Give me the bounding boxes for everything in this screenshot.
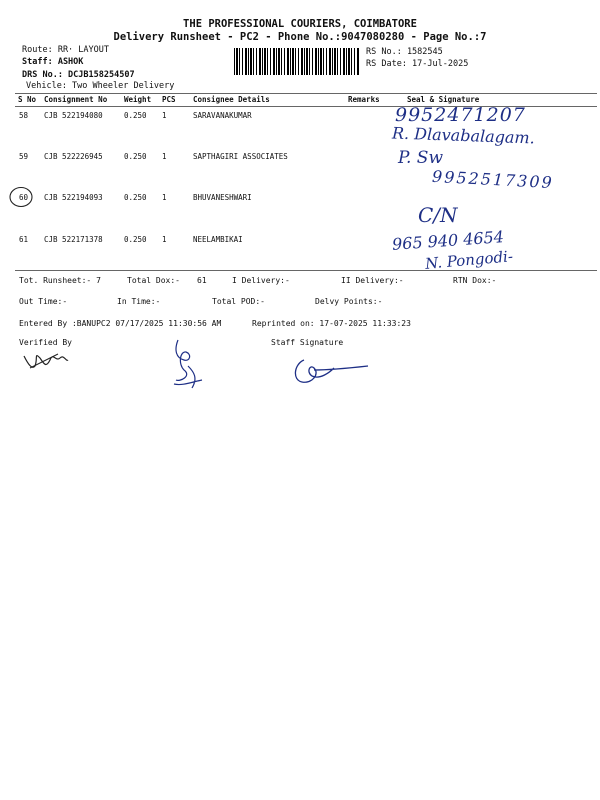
row-consignee: SAPTHAGIRI ASSOCIATES (193, 152, 288, 161)
verified-by-label: Verified By (19, 338, 72, 347)
col-pcs: PCS (162, 95, 176, 104)
runsheet-title: Delivery Runsheet - PC2 - Phone No.:9047080280 - Page No.:7 (113, 31, 487, 43)
col-sno: S No (18, 95, 37, 104)
tot-runsheet: Tot. Runsheet:- 7 (19, 276, 101, 285)
entered-by: Entered By :BANUPC2 07/17/2025 11:30:56 AM (19, 319, 222, 328)
handwritten-signature: C/N (418, 203, 458, 227)
verified-signature (20, 344, 70, 374)
row-pcs: 1 (162, 193, 167, 202)
staff-label: Staff: ASHOK (22, 57, 84, 67)
col-consignee: Consignee Details (193, 95, 270, 104)
row-consignment: CJB 522226945 (44, 152, 103, 161)
row-circle-mark (7, 185, 35, 209)
row-consignee: SARAVANAKUMAR (193, 111, 252, 120)
row-consignment: CJB 522194093 (44, 193, 103, 202)
row-consignee: NEELAMBIKAI (193, 235, 243, 244)
row-weight: 0.250 (124, 235, 147, 244)
row-pcs: 1 (162, 152, 167, 161)
handwritten-name: N. Pongodi- (424, 247, 514, 273)
handwritten-phone: 965 940 4654 (391, 227, 505, 254)
initial-signature (168, 336, 210, 392)
col-remarks: Remarks (348, 95, 380, 104)
row-consignee: BHUVANESHWARI (193, 193, 252, 202)
row-sno: 60 (19, 193, 29, 202)
staff-signature (290, 352, 370, 390)
row-weight: 0.250 (124, 193, 147, 202)
i-delivery: I Delivery:- (232, 276, 290, 285)
handwritten-phone: 9952517309 (431, 166, 555, 193)
row-weight: 0.250 (124, 111, 147, 120)
route-label: Route: RR· LAYOUT (22, 45, 109, 55)
vehicle-label: Vehicle: Two Wheeler Delivery (26, 81, 175, 91)
barcode (234, 48, 360, 75)
header-top-rule (15, 93, 597, 94)
handwritten-phone: 9952471207 (395, 104, 526, 126)
rtn-dox: RTN Dox:- (453, 276, 497, 285)
handwritten-name: R. Dlavabalagam. (391, 123, 536, 148)
totals-rule (15, 270, 597, 271)
handwritten-signature: P. Sw (398, 148, 443, 168)
staff-signature-label: Staff Signature (271, 338, 344, 347)
row-pcs: 1 (162, 235, 167, 244)
out-time: Out Time:- (19, 297, 68, 306)
col-weight: Weight (124, 95, 152, 104)
ii-delivery: II Delivery:- (341, 276, 404, 285)
row-sno: 58 (19, 111, 29, 120)
rs-date: RS Date: 17-Jul-2025 (366, 59, 469, 69)
total-dox: Total Dox:- (127, 276, 180, 285)
in-time: In Time:- (117, 297, 161, 306)
col-consignment: Consignment No (44, 95, 108, 104)
row-consignment: CJB 522194080 (44, 111, 103, 120)
total-dox-value: 61 (197, 276, 207, 285)
reprinted-on: Reprinted on: 17-07-2025 11:33:23 (252, 319, 411, 328)
rs-number: RS No.: 1582545 (366, 47, 443, 57)
company-title: THE PROFESSIONAL COURIERS, COIMBATORE (183, 18, 417, 30)
row-pcs: 1 (162, 111, 167, 120)
delvy-points: Delvy Points:- (315, 297, 383, 306)
row-weight: 0.250 (124, 152, 147, 161)
total-pod: Total POD:- (212, 297, 265, 306)
col-signature: Seal & Signature (407, 95, 480, 104)
row-sno: 59 (19, 152, 29, 161)
row-consignment: CJB 522171378 (44, 235, 103, 244)
drs-number: DRS No.: DCJB158254507 (22, 70, 135, 80)
row-sno: 61 (19, 235, 29, 244)
